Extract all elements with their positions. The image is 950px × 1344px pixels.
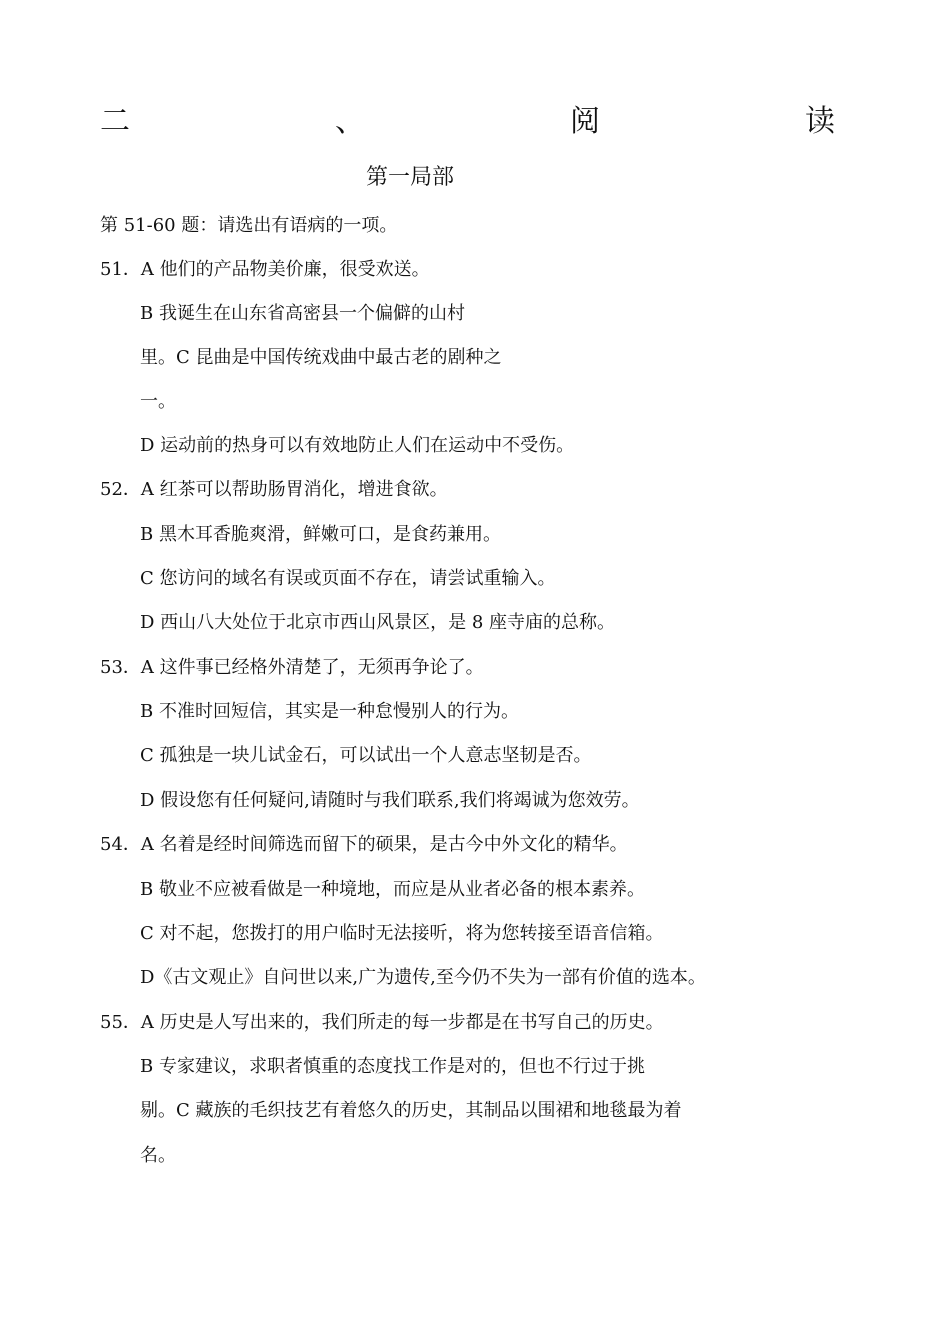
option-line: B 敬业不应被看做是一种境地，而应是从业者必备的根本素养。 [140,879,645,900]
option-line: B 我诞生在山东省高密县一个偏僻的山村 [140,303,465,324]
option-line: D 西山八大处位于北京市西山风景区，是 8 座寺庙的总称。 [140,612,616,633]
option-line: 一。 [140,391,176,412]
question-line: 53．A 这件事已经格外清楚了，无须再争论了。 [100,657,484,678]
option-line: 名。 [140,1145,176,1166]
title-char: 二 [100,104,130,139]
question-line: 55．A 历史是人写出来的，我们所走的每一步都是在书写自己的历史。 [100,1012,664,1033]
option-line: D 假设您有任何疑问,请随时与我们联系,我们将竭诚为您效劳。 [140,790,640,811]
option-line: 里。C 昆曲是中国传统戏曲中最古老的剧种之 [140,347,502,368]
question-line: 54．A 名着是经时间筛选而留下的硕果，是古今中外文化的精华。 [100,834,628,855]
option-line: 剔。C 藏族的毛织技艺有着悠久的历史，其制品以围裙和地毯最为着 [140,1100,682,1121]
instruction-line: 第 51-60 题：请选出有语病的一项。 [100,215,398,236]
option-line: B 专家建议，求职者慎重的态度找工作是对的，但也不行过于挑 [140,1056,645,1077]
option-line: C 对不起，您拨打的用户临时无法接听，将为您转接至语音信箱。 [140,923,664,944]
option-line: D 运动前的热身可以有效地防止人们在运动中不受伤。 [140,435,575,456]
option-line: C 您访问的域名有误或页面不存在，请尝试重输入。 [140,568,556,589]
part-heading: 第一局部 [365,165,454,190]
option-line: B 黑木耳香脆爽滑，鲜嫩可口，是食药兼用。 [140,524,501,545]
option-line: B 不准时回短信，其实是一种怠慢别人的行为。 [140,701,519,722]
title-char: 、 [335,104,365,139]
question-line: 51．A 他们的产品物美价廉，很受欢送。 [100,259,430,280]
question-line: 52．A 红茶可以帮助肠胃消化，增进食欲。 [100,479,448,500]
title-char: 阅 [570,104,600,139]
title-char: 读 [805,104,835,139]
option-line: D《古文观止》自问世以来,广为遗传,至今仍不失为一部有价值的选本。 [140,967,706,988]
option-line: C 孤独是一块儿试金石，可以试出一个人意志坚韧是否。 [140,745,592,766]
section-title [100,96,835,140]
